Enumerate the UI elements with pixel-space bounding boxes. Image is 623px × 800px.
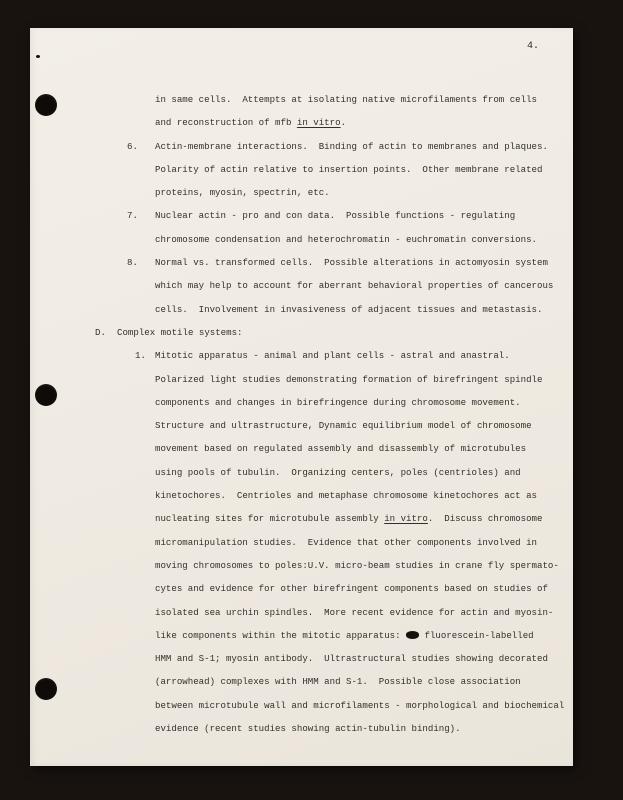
list-label: D. xyxy=(95,326,106,338)
document-line xyxy=(30,694,573,717)
text-segment: Polarized light studies demonstrating formation of birefringent spindle xyxy=(155,373,543,385)
list-label: 7. xyxy=(127,210,138,222)
document-line xyxy=(30,484,573,507)
text-segment: proteins, myosin, spectrin, etc. xyxy=(155,187,330,199)
document-line xyxy=(30,135,573,158)
text-segment: in vitro xyxy=(384,513,428,525)
text-segment: isolated sea urchin spindles. More recent evidence for actin and myosin- xyxy=(155,606,554,618)
document-line xyxy=(30,158,573,181)
text-segment: HMM and S-1; myosin antibody. Ultrastructural studies showing decorated xyxy=(155,653,548,665)
text-segment: moving chromosomes to poles:U.V. micro-beam studies in crane fly spermato- xyxy=(155,559,559,571)
document-line xyxy=(30,414,573,437)
document-line xyxy=(30,577,573,600)
ink-speck xyxy=(36,55,40,58)
text-segment: Normal vs. transformed cells. Possible alterations in actomyosin system xyxy=(155,257,548,269)
list-label: 8. xyxy=(127,257,138,269)
document-line xyxy=(30,437,573,460)
document-line xyxy=(30,368,573,391)
document-line xyxy=(30,321,573,344)
text-segment: in vitro xyxy=(296,117,341,129)
document-lines xyxy=(30,88,573,740)
text-segment: and reconstruction of mfb xyxy=(155,117,297,129)
text-segment: Nuclear actin - pro and con data. Possible functions - regulating xyxy=(155,210,516,222)
document-line xyxy=(30,88,573,111)
text-segment: nucleating sites for microtubule assembly xyxy=(155,513,385,525)
text-segment: cytes and evidence for other birefringent components based on studies of xyxy=(155,583,548,595)
text-segment: Structure and ultrastructure, Dynamic equilibrium model of chromosome xyxy=(155,420,532,432)
document-line xyxy=(30,344,573,367)
document-line xyxy=(30,461,573,484)
page-number: 4. xyxy=(527,41,540,52)
document-line xyxy=(30,391,573,414)
document-line xyxy=(30,111,573,134)
document-line xyxy=(30,204,573,227)
text-segment: Mitotic apparatus - animal and plant cells - astral and anastral. xyxy=(155,350,510,362)
text-segment: Complex motile systems: xyxy=(117,326,243,338)
document-line xyxy=(30,601,573,624)
text-segment: which may help to account for aberrant behavioral properties of cancerous xyxy=(155,280,554,292)
text-segment: between microtubule wall and microfilaments - morphological and biochemical xyxy=(155,699,565,711)
document-line xyxy=(30,251,573,274)
text-segment: in same cells. Attempts at isolating native microfilaments from cells xyxy=(155,94,537,105)
document-line xyxy=(30,298,573,321)
document-line xyxy=(30,670,573,693)
text-segment: using pools of tubulin. Organizing centers, poles (centrioles) and xyxy=(155,466,521,478)
document-line xyxy=(30,228,573,251)
text-segment: cells. Involvement in invasiveness of adjacent tissues and metastasis. xyxy=(155,303,543,315)
ink-blot xyxy=(406,631,419,639)
document-line xyxy=(30,531,573,554)
text-segment: micromanipulation studies. Evidence that other components involved in xyxy=(155,536,537,548)
text-segment: Polarity of actin relative to insertion points. Other membrane related xyxy=(155,163,543,175)
document-line xyxy=(30,624,573,647)
text-segment: components and changes in birefringence during chromosome movement. xyxy=(155,396,521,408)
text-segment: Actin-membrane interactions. Binding of actin to membranes and plaques. xyxy=(155,140,548,152)
text-segment: movement based on regulated assembly and disassembly of microtubules xyxy=(155,443,527,455)
document-line xyxy=(30,507,573,530)
list-label: 1. xyxy=(135,350,146,362)
text-segment: chromosome condensation and heterochromatin - euchromatin conversions. xyxy=(155,233,537,245)
paper-page xyxy=(30,28,573,766)
text-segment: fluorescein-labelled xyxy=(419,629,534,641)
text-segment: like components within the mitotic apparatus: xyxy=(155,629,407,641)
document-line xyxy=(30,647,573,670)
text-segment: . xyxy=(340,117,347,129)
document-line xyxy=(30,717,573,740)
document-line xyxy=(30,554,573,577)
list-label: 6. xyxy=(127,140,138,152)
text-segment: (arrowhead) complexes with HMM and S-1. Possible close association xyxy=(155,676,521,688)
text-segment: evidence (recent studies showing actin-tubulin binding). xyxy=(155,723,461,735)
text-segment: kinetochores. Centrioles and metaphase chromosome kinetochores act as xyxy=(155,490,537,502)
document-line xyxy=(30,274,573,297)
document-line xyxy=(30,181,573,204)
text-segment: . Discuss chromosome xyxy=(427,513,543,525)
